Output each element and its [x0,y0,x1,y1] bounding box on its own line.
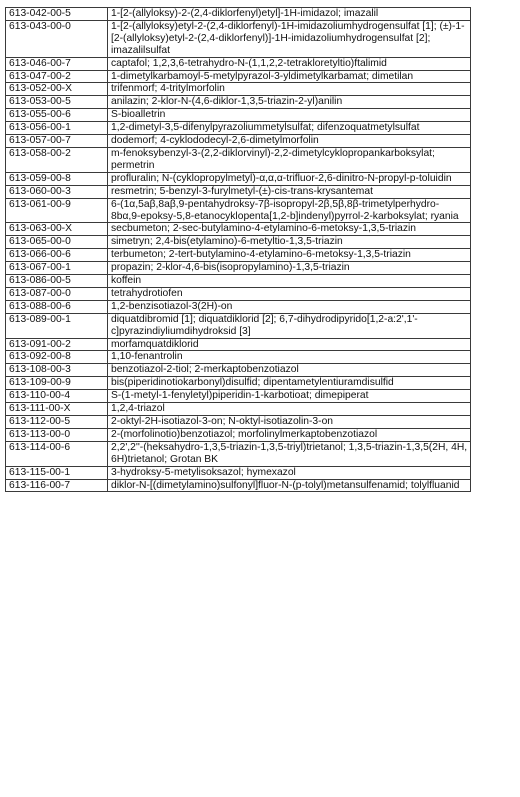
table-row [6,390,471,403]
index-number-cell: 613-113-00-0 [6,428,108,441]
table-row [6,262,471,275]
table-row [6,351,471,364]
chemical-name-cell: 3-hydroksy-5-metylisoksazol; hymexazol [108,466,471,479]
index-number-cell: 613-043-00-0 [6,20,108,57]
table-row [6,403,471,416]
index-number-cell: 613-063-00-X [6,223,108,236]
chemical-name-cell: anilazin; 2-klor-N-(4,6-diklor-1,3,5-triazin-2-yl)anilin [108,96,471,109]
index-number-cell: 613-088-00-6 [6,300,108,313]
chemical-name-cell: diquatdibromid [1]; diquatdiklorid [2]; 6,7-dihydrodipyrido[1,2-a:2',1'-c]pyrazindiyliumdihydroksid [3] [108,313,471,338]
table-row [6,364,471,377]
table-row [6,172,471,185]
index-number-cell: 613-057-00-7 [6,135,108,148]
chemical-name-cell: 2-oktyl-2H-isotiazol-3-on; N-oktyl-isotiazolin-3-on [108,416,471,429]
chemical-name-cell: tetrahydrotiofen [108,287,471,300]
chemical-name-cell: secbumeton; 2-sec-butylamino-4-etylamino-6-metoksy-1,3,5-triazin [108,223,471,236]
chemical-name-cell: 2,2',2''-(heksahydro-1,3,5-triazin-1,3,5-triyl)trietanol; 1,3,5-triazin-1,3,5(2H, 4H, 6H)trietanol; Grotan BK [108,441,471,466]
index-number-cell: 613-116-00-7 [6,479,108,492]
table-row [6,96,471,109]
index-number-cell: 613-052-00-X [6,83,108,96]
index-number-cell: 613-092-00-8 [6,351,108,364]
table-body [6,8,471,492]
table-row [6,441,471,466]
chemical-name-cell: m-fenoksybenzyl-3-(2,2-diklorvinyl)-2,2-dimetylcyklopropankarboksylat; permetrin [108,147,471,172]
chemical-name-cell: profluralin; N-(cyklopropylmetyl)-α,α,α-trifluor-2,6-dinitro-N-propyl-p-toluidin [108,172,471,185]
chemical-name-cell: 1,2-benzisotiazol-3(2H)-on [108,300,471,313]
table-row [6,8,471,21]
index-number-cell: 613-087-00-0 [6,287,108,300]
table-row [6,20,471,57]
table-row [6,479,471,492]
index-number-cell: 613-053-00-5 [6,96,108,109]
index-number-cell: 613-065-00-0 [6,236,108,249]
table-row [6,122,471,135]
index-number-cell: 613-108-00-3 [6,364,108,377]
table-row [6,83,471,96]
index-number-cell: 613-067-00-1 [6,262,108,275]
table-row [6,236,471,249]
index-number-cell: 613-055-00-6 [6,109,108,122]
index-number-cell: 613-059-00-8 [6,172,108,185]
chemical-name-cell: diklor-N-[(dimetylamino)sulfonyl]fluor-N-(p-tolyl)metansulfenamid; tolylfluanid [108,479,471,492]
chemical-name-cell: koffein [108,275,471,288]
index-number-cell: 613-112-00-5 [6,416,108,429]
index-number-cell: 613-047-00-2 [6,70,108,83]
index-number-cell: 613-046-00-7 [6,57,108,70]
chemical-name-cell: terbumeton; 2-tert-butylamino-4-etylamino-6-metoksy-1,3,5-triazin [108,249,471,262]
chemical-name-cell: captafol; 1,2,3,6-tetrahydro-N-(1,1,2,2-tetrakloretyltio)ftalimid [108,57,471,70]
index-number-cell: 613-089-00-1 [6,313,108,338]
table-row [6,416,471,429]
chemical-name-cell: simetryn; 2,4-bis(etylamino)-6-metyltio-1,3,5-triazin [108,236,471,249]
table-row [6,70,471,83]
index-number-cell: 613-061-00-9 [6,198,108,223]
index-number-cell: 613-115-00-1 [6,466,108,479]
chemical-name-cell: morfamquatdiklorid [108,338,471,351]
chemical-name-cell: propazin; 2-klor-4,6-bis(isopropylamino)-1,3,5-triazin [108,262,471,275]
table-row [6,466,471,479]
table-row [6,198,471,223]
chemical-name-cell: benzotiazol-2-tiol; 2-merkaptobenzotiazol [108,364,471,377]
chemical-name-cell: 1,2-dimetyl-3,5-difenylpyrazoliummetylsulfat; difenzoquatmetylsulfat [108,122,471,135]
chemical-name-cell: 1,10-fenantrolin [108,351,471,364]
index-number-cell: 613-111-00-X [6,403,108,416]
chemical-name-cell: S-(1-metyl-1-fenyletyl)piperidin-1-karbotioat; dimepiperat [108,390,471,403]
chemical-name-cell: 6-(1α,5aβ,8aβ,9-pentahydroksy-7β-isopropyl-2β,5β,8β-trimetylperhydro-8bα,9-epoksy-5,8-etanocyklopenta[1,2-b]indenyl)pyrrol-2-karboksylat; ryania [108,198,471,223]
table-row [6,287,471,300]
index-number-cell: 613-058-00-2 [6,147,108,172]
chemical-name-cell: 1-[2-(allyloksy)etyl-2-(2,4-diklorfenyl)-1H-imidazoliumhydrogensulfat [1]; (±)-1-[2-(allyloksy)etyl-2-(2,4-diklorfenyl)]-1H-imidazoliumhydrogensulfat [2]; imazalilsulfat [108,20,471,57]
index-number-cell: 613-066-00-6 [6,249,108,262]
table-row [6,338,471,351]
table-row [6,223,471,236]
table-row [6,313,471,338]
index-number-cell: 613-110-00-4 [6,390,108,403]
index-number-cell: 613-060-00-3 [6,185,108,198]
table-row [6,147,471,172]
index-number-cell: 613-109-00-9 [6,377,108,390]
index-number-cell: 613-086-00-5 [6,275,108,288]
table-row [6,57,471,70]
index-number-cell: 613-056-00-1 [6,122,108,135]
chemical-name-cell: trifenmorf; 4-tritylmorfolin [108,83,471,96]
chemical-name-cell: resmetrin; 5-benzyl-3-furylmetyl-(±)-cis-trans-krysantemat [108,185,471,198]
index-number-cell: 613-091-00-2 [6,338,108,351]
index-number-cell: 613-114-00-6 [6,441,108,466]
substance-index-table [5,7,471,492]
table-row [6,249,471,262]
table-row [6,185,471,198]
chemical-name-cell: bis(piperidinotiokarbonyl)disulfid; dipentametylentiuramdisulfid [108,377,471,390]
chemical-name-cell: 1,2,4-triazol [108,403,471,416]
table-row [6,135,471,148]
chemical-name-cell: 2-(morfolinotio)benzotiazol; morfolinylmerkaptobenzotiazol [108,428,471,441]
chemical-name-cell: S-bioalletrin [108,109,471,122]
index-number-cell: 613-042-00-5 [6,8,108,21]
table-row [6,275,471,288]
table-row [6,300,471,313]
table-row [6,109,471,122]
chemical-name-cell: dodemorf; 4-cyklododecyl-2,6-dimetylmorfolin [108,135,471,148]
chemical-name-cell: 1-[2-(allyloksy)-2-(2,4-diklorfenyl)etyl]-1H-imidazol; imazalil [108,8,471,21]
chemical-name-cell: 1-dimetylkarbamoyl-5-metylpyrazol-3-yldimetylkarbamat; dimetilan [108,70,471,83]
table-row [6,377,471,390]
table-row [6,428,471,441]
